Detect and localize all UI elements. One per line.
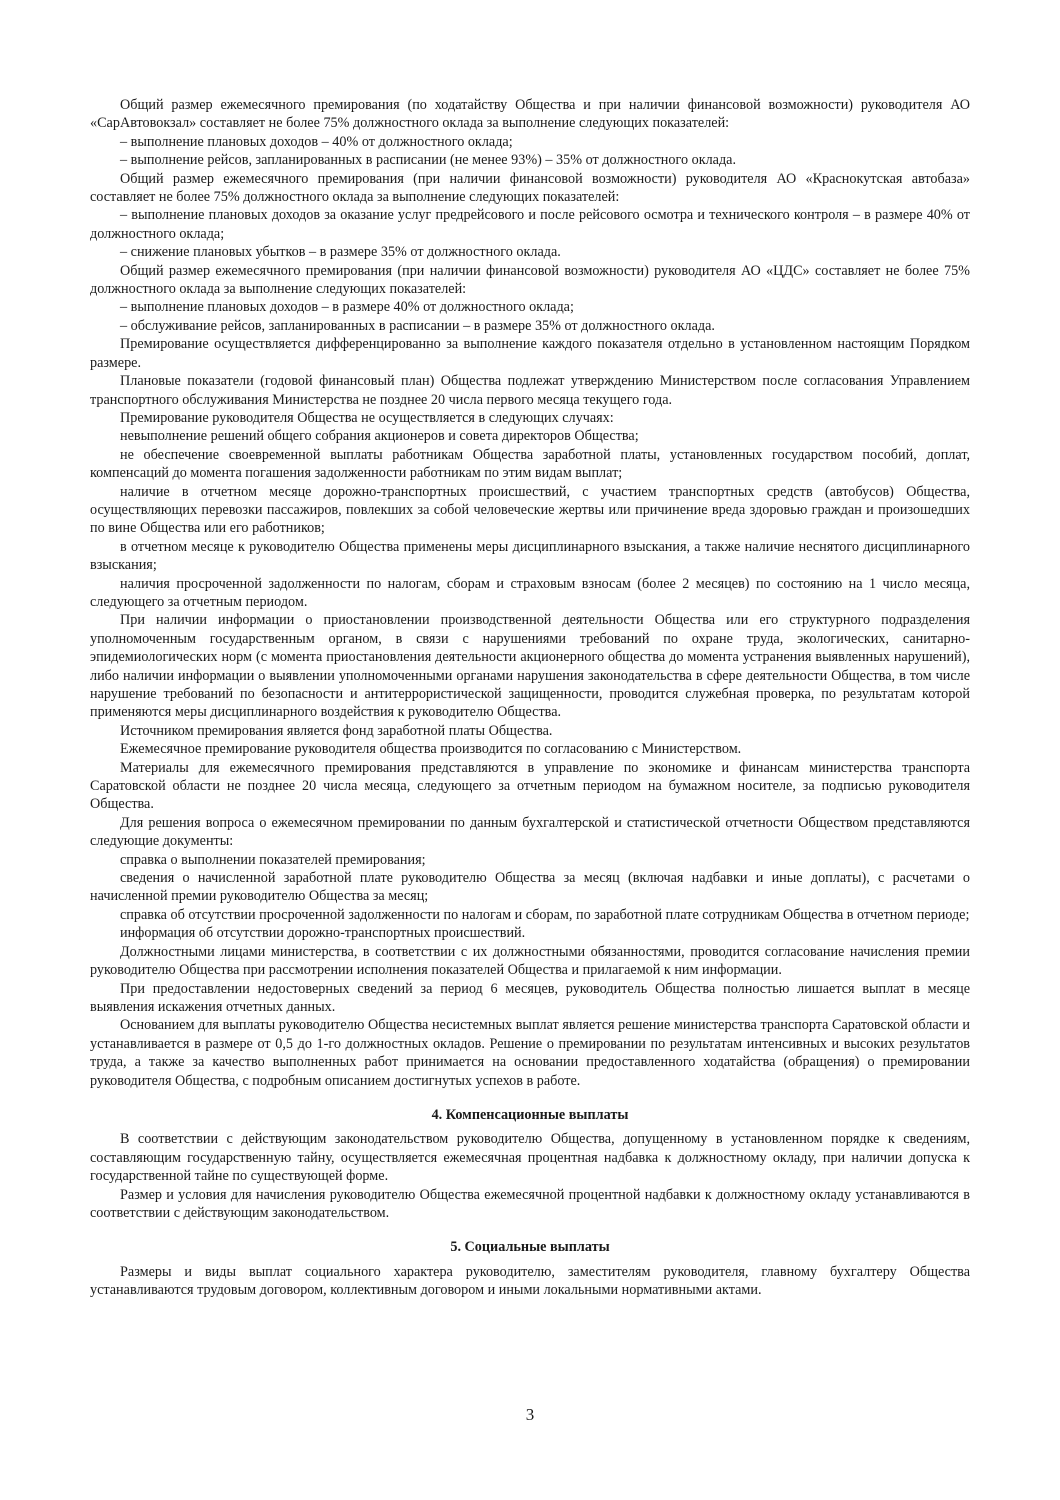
paragraph: Премирование осуществляется дифференцированно за выполнение каждого показателя отдельно в установленном настоящим Порядком размере. (90, 336, 970, 371)
paragraph: Общий размер ежемесячного премирования (по ходатайству Общества и при наличии финансовой возможности) руководителя АО «СарАвтовокзал» составляет не более 75% должностного оклада за выполнение следующих показателей: (90, 97, 970, 132)
paragraph: Должностными лицами министерства, в соответствии с их должностными обязанностями, проводится согласование начисления премии руководителю Общества при рассмотрении исполнения показателей Общества и прилагаемой к ним информации. (90, 943, 970, 979)
list-item: – снижение плановых убытков – в размере 35% от должностного оклада. (120, 244, 561, 261)
paragraph: Основанием для выплаты руководителю Общества несистемных выплат является решение министерства транспорта Саратовской области и устанавливается в размере от 0,5 до 1-го должностных окладов. Решение о премировании по результатам интенсивных и высоких результатов труда, а также за качество выполненных работ принимается на основании предоставленного ходатайства (обращения) о премировании руководителя Общества, с подробным описанием достигнутых успехов в работе. (90, 1017, 970, 1089)
list-item: в отчетном месяце к руководителю Общества применены меры дисциплинарного взыскания, а также наличие неснятого дисциплинарного взыскания; (90, 538, 970, 574)
paragraph: Общий размер ежемесячного премирования (при наличии финансовой возможности) руководителя АО «ЦДС» составляет не более 75% должностного оклада за выполнение следующих показателей: (90, 262, 970, 298)
section-heading: 4. Компенсационные выплаты (431, 1106, 629, 1123)
list-item: не обеспечение своевременной выплаты работникам Общества заработной платы, установленных государством пособий, доплат, компенсаций до момента погашения задолженности работникам по этим видам выплат; (90, 446, 970, 482)
list-item: – обслуживание рейсов, запланированных в расписании – в размере 35% от должностного оклада. (120, 317, 715, 334)
paragraph: Для решения вопроса о ежемесячном премировании по данным бухгалтерской и статистической отчетности Обществом представляются следующие документы: (90, 814, 970, 850)
paragraph: При предоставлении недостоверных сведений за период 6 месяцев, руководитель Общества полностью лишается выплат в месяце выявления искажения отчетных данных. (90, 980, 970, 1015)
paragraph: Общий размер ежемесячного премирования (при наличии финансовой возможности) руководителя АО «Краснокутская автобаза» составляет не более 75% должностного оклада за выполнение следующих показателей: (90, 170, 970, 206)
list-item: справка об отсутствии просроченной задолженности по налогам и сборам, по заработной плате сотрудникам Общества в отчетном периоде; (120, 906, 970, 923)
document-page (90, 96, 970, 1300)
list-item: наличия просроченной задолженности по налогам, сборам и страховым взносам (более 2 месяцев) по состоянию на 1 число месяца, следующего за отчетным периодом. (90, 575, 970, 610)
paragraph: Источником премирования является фонд заработной платы Общества. (120, 722, 553, 739)
paragraph: Размер и условия для начисления руководителю Общества ежемесячной процентной надбавки к должностному окладу устанавливаются в соответствии с действующим законодательством. (90, 1186, 970, 1221)
paragraph: Плановые показатели (годовой финансовый план) Общества подлежат утверждению Министерством после согласования Управлением транспортного обслуживания Министерства не позднее 20 числа первого месяца текущего года. (90, 373, 970, 408)
page-number: 3 (525, 1405, 535, 1424)
list-item: наличие в отчетном месяце дорожно-транспортных происшествий, с участием транспортных средств (автобусов) Общества, осуществляющих перевозки пассажиров, повлекших за собой человеческие жертвы или причинение вреда здоровью граждан и произошедших по вине Общества или его работников; (90, 483, 970, 537)
list-item: невыполнение решений общего собрания акционеров и совета директоров Общества; (120, 428, 639, 445)
paragraph: Премирование руководителя Общества не осуществляется в следующих случаях: (120, 409, 614, 426)
list-item: – выполнение плановых доходов – 40% от должностного оклада; (120, 133, 513, 150)
list-item: информация об отсутствии дорожно-транспортных происшествий. (120, 925, 526, 942)
paragraph: Ежемесячное премирование руководителя общества производится по согласованию с Министерством. (120, 741, 742, 758)
list-item: – выполнение плановых доходов – в размере 40% от должностного оклада; (120, 299, 574, 316)
paragraph: При наличии информации о приостановлении производственной деятельности Общества или его структурного подразделения уполномоченным государственным органом, в связи с нарушениями требований по охране труда, экологических, санитарно-эпидемиологических норм (с момента приостановления деятельности акционерного общества до момента устранения выявленных нарушений), либо наличии информации о выявлении уполномоченными органами нарушения законодательства в сфере деятельности Общества, в том числе нарушение требований по безопасности и антитеррористической защищенности, проводится служебная проверка, по результатам которой применяются меры дисциплинарного воздействия к руководителю Общества. (90, 612, 970, 721)
list-item: справка о выполнении показателей премирования; (120, 851, 426, 868)
section-heading: 5. Социальные выплаты (450, 1239, 610, 1256)
paragraph: Размеры и виды выплат социального характера руководителю, заместителям руководителя, главному бухгалтеру Общества устанавливаются трудовым договором, коллективным договором и иными локальными нормативными актами. (90, 1263, 970, 1299)
paragraph: В соответствии с действующим законодательством руководителю Общества, допущенному в установленном порядке к сведениям, составляющим государственную тайну, осуществляется ежемесячная процентная надбавка к должностному окладу, при наличии допуска к государственной тайне по существующей форме. (90, 1131, 970, 1185)
paragraph: Материалы для ежемесячного премирования представляются в управление по экономике и финансам министерства транспорта Саратовской области не позднее 20 числа месяца, следующего за отчетным периодом на бумажном носителе, за подписью руководителя Общества. (90, 759, 970, 813)
list-item: – выполнение плановых доходов за оказание услуг предрейсового и после рейсового осмотра и технического контроля – в размере 40% от должностного оклада; (90, 207, 970, 242)
list-item: сведения о начисленной заработной плате руководителю Общества за месяц (включая надбавки и иные доплаты), с расчетами о начисленной премии руководителю Общества за месяц; (90, 870, 970, 905)
list-item: – выполнение рейсов, запланированных в расписании (не менее 93%) – 35% от должностного оклада. (120, 152, 737, 169)
